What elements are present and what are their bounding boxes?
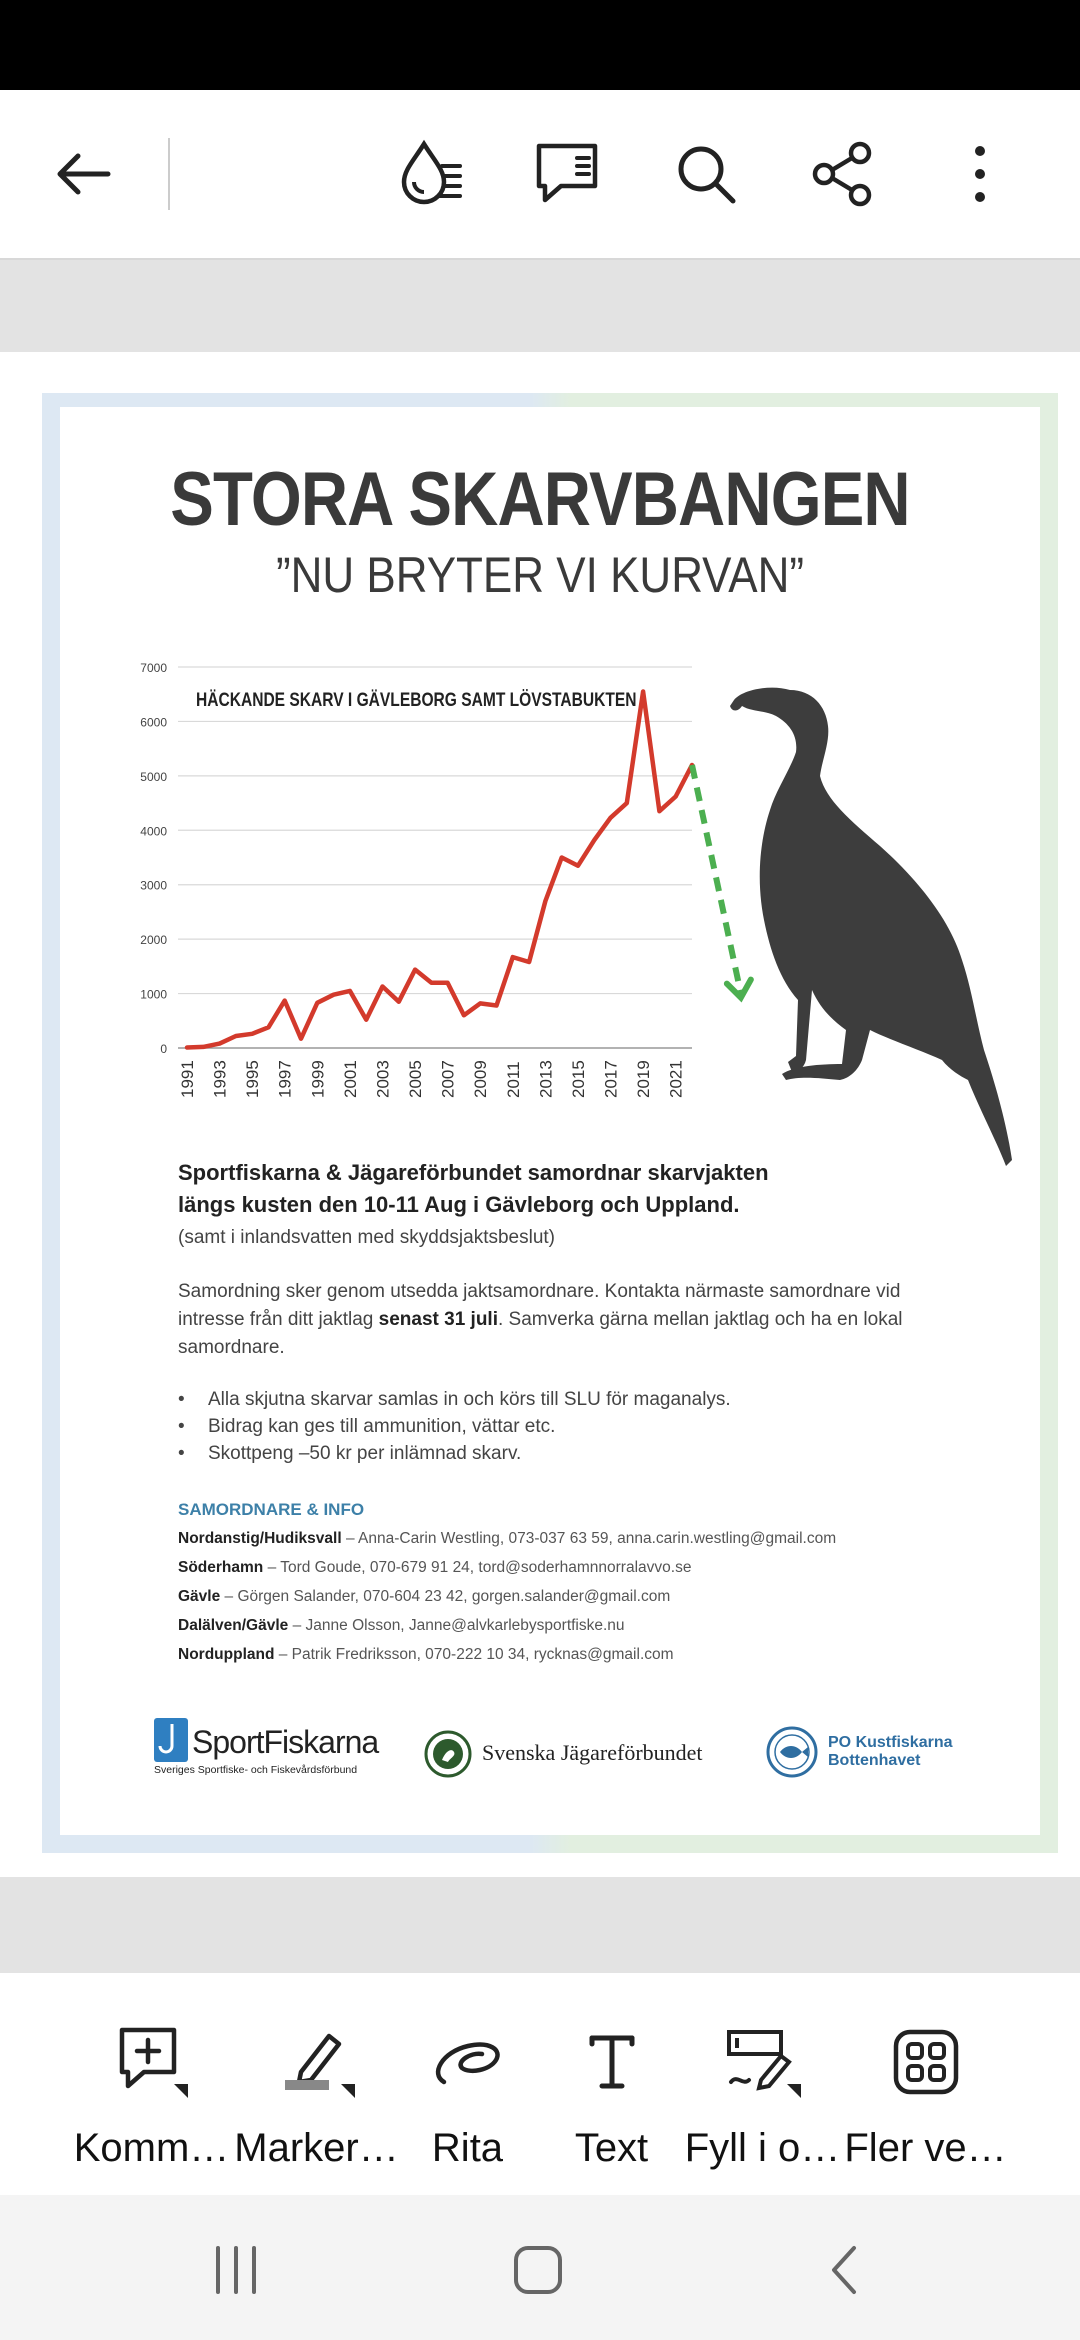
trend-arrow-head	[727, 980, 751, 998]
chart-y-tick-label: 0	[160, 1042, 167, 1056]
add-comment-icon	[112, 2022, 192, 2102]
document-subtitle: ”NU BRYTER VI KURVAN”	[275, 547, 805, 603]
bullet-text: Bidrag kan ges till ammunition, vättar etc.	[208, 1416, 556, 1437]
deadline-text: senast 31 juli	[378, 1309, 498, 1330]
chart-x-tick-label: 2017	[601, 1060, 621, 1098]
tool-label: Marker…	[234, 2126, 399, 2170]
chart-x-tick-label: 2015	[568, 1060, 588, 1098]
back-icon[interactable]	[804, 2240, 884, 2300]
intro-note: (samt i inlandsvatten med skyddsjaktsbeslut)	[178, 1227, 555, 1248]
chart-y-tick-label: 7000	[140, 661, 167, 675]
bullet-item: • Bidrag kan ges till ammunition, vättar etc.	[178, 1416, 556, 1437]
tool-fill-sign[interactable]	[680, 2022, 845, 2182]
sportfiskarna-name: SportFiskarna	[192, 1724, 379, 1760]
cormorant-silhouette	[730, 688, 1012, 1166]
chart-y-tick-label: 3000	[140, 878, 167, 893]
contacts-title: SAMORDNARE & INFO	[178, 1500, 365, 1519]
document-title: STORA SKARVBANGEN	[170, 457, 910, 542]
po-line1: PO Kustfiskarna	[828, 1734, 953, 1751]
chart-y-tick-label: 1000	[140, 987, 167, 1002]
highlighter-icon	[277, 2022, 357, 2102]
contact-info: – Janne Olsson, Janne@alvkarlebysportfiske.nu	[288, 1617, 625, 1634]
contact-row	[178, 1559, 691, 1577]
chart-y-tick-label: 5000	[140, 769, 167, 784]
intro-heading-line2: längs kusten den 10-11 Aug i Gävleborg och Uppland.	[178, 1192, 740, 1217]
intro-heading-line1: Sportfiskarna & Jägareförbundet samordnar skarvjakten	[178, 1160, 769, 1185]
bullet-text: Skottpeng –50 kr per inlämnad skarv.	[208, 1443, 522, 1464]
chart-x-tick-label: 1995	[243, 1060, 263, 1098]
po-kustfiskarna-emblem-icon	[766, 1726, 818, 1778]
trend-arrow	[692, 765, 751, 998]
tool-more[interactable]	[843, 2022, 1008, 2182]
contact-row	[178, 1588, 670, 1606]
chart-x-tick-label: 1999	[308, 1060, 328, 1098]
chart-y-tick-label: 2000	[140, 933, 167, 948]
tool-text[interactable]	[529, 2022, 694, 2182]
contact-area: Gävle	[178, 1588, 221, 1605]
fill-sign-icon	[723, 2022, 803, 2102]
chart-x-tick-label: 2011	[503, 1061, 523, 1098]
contact-row	[178, 1530, 836, 1548]
para-line1: Samordning sker genom utsedda jaktsamordnare. Kontakta närmaste samordnare vid	[178, 1281, 901, 1302]
para-text: intresse från ditt jaktlag	[178, 1309, 379, 1330]
contact-info: – Görgen Salander, 070-604 23 42, gorgen.salander@gmail.com	[220, 1588, 671, 1605]
chart-x-tick-label: 2019	[634, 1060, 654, 1098]
chart-x-tick-label: 1993	[210, 1060, 230, 1098]
jagareforbundet-emblem-icon	[424, 1730, 472, 1778]
bullet-item: • Alla skjutna skarvar samlas in och körs till SLU för maganalys.	[178, 1389, 731, 1410]
chart-x-tick-label: 2003	[373, 1060, 393, 1098]
para-line2	[178, 1306, 938, 1334]
page-gap	[0, 1877, 1080, 1973]
recents-icon[interactable]	[196, 2240, 276, 2300]
po-kustfiskarna-logo	[766, 1724, 986, 1780]
chart-x-tick-label: 2007	[438, 1060, 458, 1098]
chart-x-tick-label: 2009	[471, 1060, 491, 1098]
chart-y-tick-label: 6000	[140, 715, 167, 730]
tool-label: Fyll i o…	[684, 2126, 841, 2170]
chart-x-tick-label: 2013	[536, 1060, 556, 1098]
chart-x-tick-label: 2001	[340, 1060, 360, 1098]
bullet-item: • Skottpeng –50 kr per inlämnad skarv.	[178, 1443, 522, 1464]
more-tools-icon	[886, 2022, 966, 2102]
contact-info: – Anna-Carin Westling, 073-037 63 59, anna.carin.westling@gmail.com	[341, 1530, 837, 1547]
sportfiskarna-logo	[152, 1718, 379, 1778]
chart-x-tick-label: 2021	[666, 1060, 686, 1098]
jagareforbundet-name: Svenska Jägareförbundet	[482, 1740, 703, 1765]
contact-row	[178, 1646, 674, 1664]
tool-comment[interactable]	[69, 2022, 234, 2182]
chart-x-tick-label: 1997	[275, 1060, 295, 1098]
chart-y-tick-label: 4000	[140, 824, 167, 839]
tool-label: Rita	[431, 2126, 504, 2170]
para-line3: samordnare.	[178, 1337, 285, 1358]
jagareforbundet-logo	[424, 1726, 724, 1782]
contact-row	[178, 1617, 625, 1635]
contact-info: – Patrik Fredriksson, 070-222 10 34, rycknas@gmail.com	[274, 1646, 674, 1663]
chart-title: HÄCKANDE SKARV I GÄVLEBORG SAMT LÖVSTABUKTEN	[196, 688, 637, 711]
contact-info: – Tord Goude, 070-679 91 24, tord@soderhamnnorralavvo.se	[263, 1559, 692, 1576]
tool-highlight[interactable]	[234, 2022, 399, 2182]
bullet-text: Alla skjutna skarvar samlas in och körs till SLU för maganalys.	[208, 1389, 731, 1410]
chart-x-tick-label: 2005	[406, 1060, 426, 1098]
tool-label: Fler ve…	[844, 2126, 1007, 2170]
po-line2: Bottenhavet	[828, 1752, 921, 1769]
sportfiskarna-tagline: Sveriges Sportfiske- och Fiskevårdsförbund	[154, 1764, 358, 1776]
home-icon[interactable]	[498, 2240, 578, 2300]
para-text: . Samverka gärna mellan jaktlag och ha en lokal	[498, 1309, 903, 1330]
trend-arrow-shaft	[692, 765, 741, 994]
tool-label: Text	[574, 2126, 649, 2170]
tool-label: Komm…	[73, 2126, 230, 2170]
contact-area: Nordanstig/Hudiksvall	[178, 1530, 342, 1547]
contact-area: Dalälven/Gävle	[178, 1617, 289, 1634]
draw-icon	[428, 2022, 508, 2102]
text-icon	[572, 2022, 652, 2102]
tool-draw[interactable]	[385, 2022, 550, 2182]
chart-x-tick-label: 1991	[178, 1060, 197, 1098]
contact-area: Norduppland	[178, 1646, 275, 1663]
sportfiskarna-logo-icon	[154, 1718, 188, 1764]
contact-area: Söderhamn	[178, 1559, 264, 1576]
